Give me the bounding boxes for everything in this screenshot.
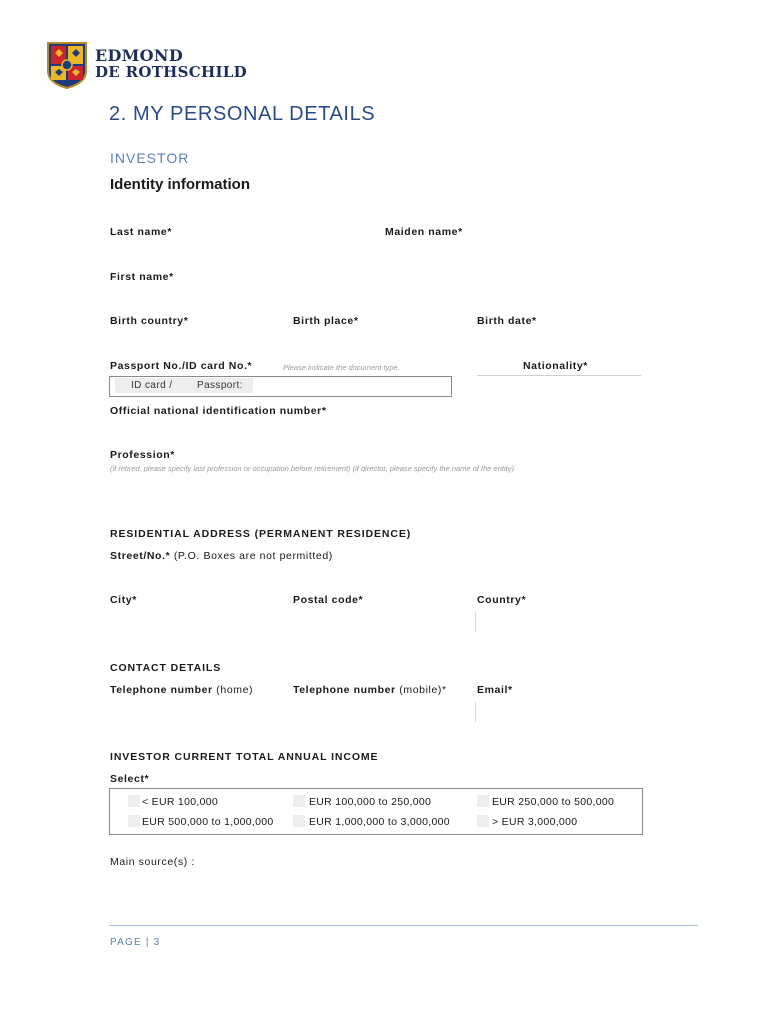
- passport-option[interactable]: Passport:: [197, 380, 243, 391]
- income-option-1[interactable]: < EUR 100,000: [142, 796, 218, 808]
- street-note: (P.O. Boxes are not permitted): [173, 550, 333, 562]
- nationality-label: Nationality*: [523, 360, 588, 372]
- edmond-de-rothschild-logo-icon: [46, 41, 88, 89]
- footer-divider: [109, 925, 698, 926]
- income-checkbox-2[interactable]: [293, 795, 305, 807]
- investor-subtitle: INVESTOR: [110, 150, 190, 166]
- income-checkbox-1[interactable]: [128, 795, 140, 807]
- income-checkbox-6[interactable]: [477, 815, 489, 827]
- telephone-mobile-label: [293, 684, 447, 696]
- telephone-home-label: [110, 684, 253, 696]
- income-checkbox-3[interactable]: [477, 795, 489, 807]
- postal-code-label: Postal code*: [293, 594, 364, 606]
- main-sources-label: Main source(s) :: [110, 856, 195, 868]
- telephone-mobile-text: Telephone number: [293, 684, 396, 696]
- income-option-6[interactable]: > EUR 3,000,000: [492, 816, 578, 828]
- income-option-2[interactable]: EUR 100,000 to 250,000: [309, 796, 432, 808]
- nationality-field[interactable]: [477, 375, 641, 376]
- profession-label: Profession*: [110, 449, 175, 461]
- identity-heading: Identity information: [110, 176, 250, 193]
- email-field-divider: [475, 702, 476, 722]
- income-checkbox-4[interactable]: [128, 815, 140, 827]
- official-id-label: Official national identification number*: [110, 405, 327, 417]
- section-title: 2. MY PERSONAL DETAILS: [109, 103, 376, 125]
- first-name-label: First name*: [110, 271, 174, 283]
- maiden-name-label: Maiden name*: [385, 226, 463, 238]
- contact-details-heading: CONTACT DETAILS: [110, 662, 222, 674]
- page-number: PAGE | 3: [110, 937, 161, 948]
- profession-hint: (if retired, please specify last profession or occupation before retirement) (if director, please specify the name of the entity): [110, 464, 514, 473]
- brand-line-2: DE ROTHSCHILD: [95, 63, 247, 81]
- income-heading: INVESTOR CURRENT TOTAL ANNUAL INCOME: [110, 751, 379, 763]
- brand-name: [95, 48, 247, 80]
- last-name-label: Last name*: [110, 226, 173, 238]
- income-option-5[interactable]: EUR 1,000,000 to 3,000,000: [309, 816, 450, 828]
- passport-hint: Please indicate the document type.: [283, 363, 400, 372]
- telephone-home-text: Telephone number: [110, 684, 213, 696]
- income-select-label: Select*: [110, 773, 150, 785]
- income-option-3[interactable]: EUR 250,000 to 500,000: [492, 796, 615, 808]
- birth-place-label: Birth place*: [293, 315, 359, 327]
- income-checkbox-5[interactable]: [293, 815, 305, 827]
- income-option-4[interactable]: EUR 500,000 to 1,000,000: [142, 816, 274, 828]
- birth-country-label: Birth country*: [110, 315, 189, 327]
- passport-label: Passport No./ID card No.*: [110, 360, 253, 372]
- country-label: Country*: [477, 594, 527, 606]
- country-field-divider: [475, 612, 476, 632]
- id-card-option[interactable]: ID card /: [131, 380, 173, 391]
- telephone-home-note: (home): [216, 684, 254, 696]
- city-label: City*: [110, 594, 137, 606]
- email-label: Email*: [477, 684, 513, 696]
- telephone-mobile-note: (mobile)*: [399, 684, 447, 696]
- brand-line-1: EDMOND: [95, 46, 184, 65]
- street-label-text: Street/No.*: [110, 550, 171, 562]
- street-label: [110, 550, 333, 562]
- residential-address-heading: RESIDENTIAL ADDRESS (PERMANENT RESIDENCE): [110, 528, 412, 540]
- birth-date-label: Birth date*: [477, 315, 537, 327]
